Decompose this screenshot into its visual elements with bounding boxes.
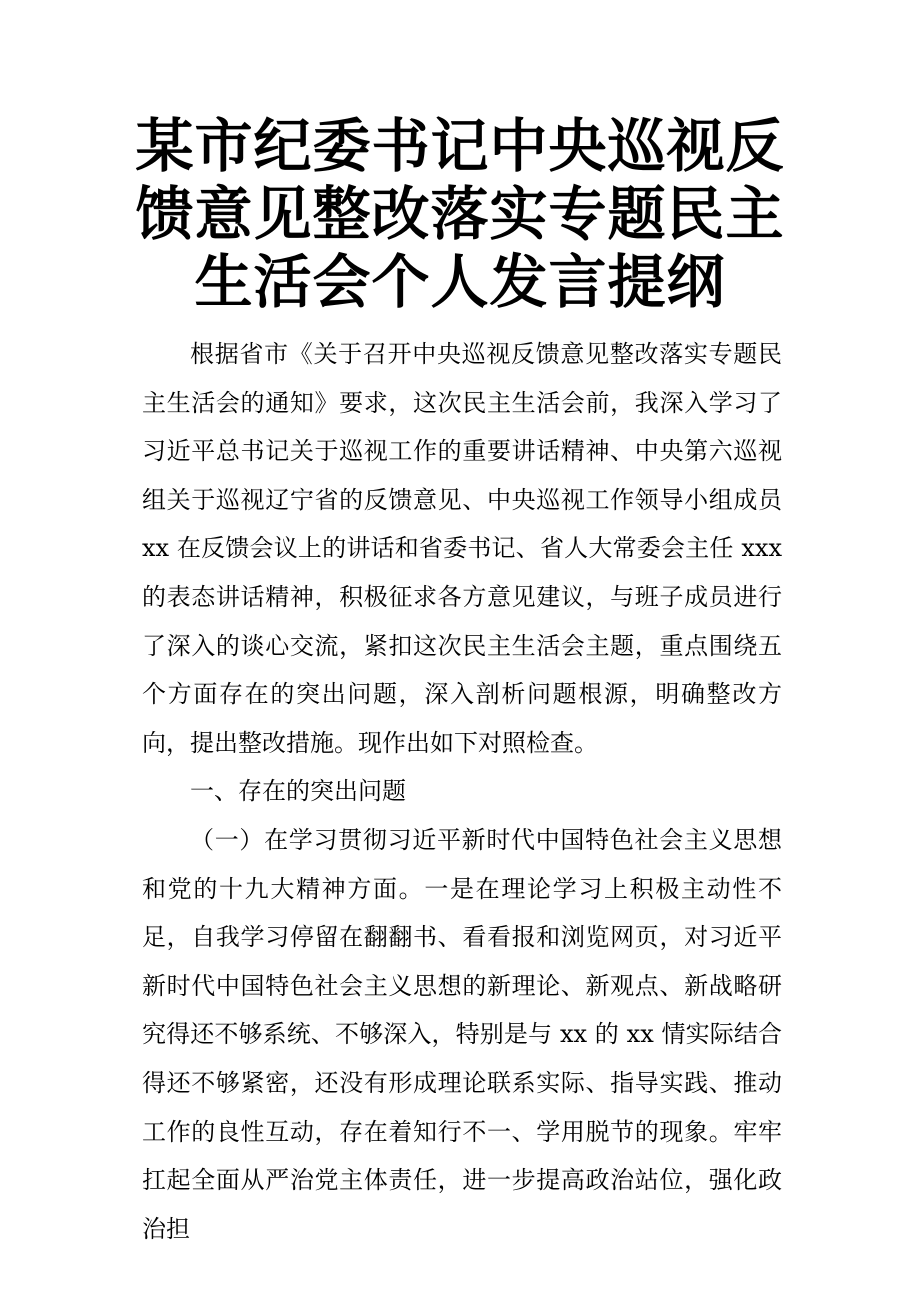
- intro-paragraph: 根据省市《关于召开中央巡视反馈意见整改落实专题民主生活会的通知》要求，这次民主生活会前，我深入学习了习近平总书记关于巡视工作的重要讲话精神、中央第六巡视组关于巡视辽宁省的反馈意见、中央巡视工作领导小组成员 xx 在反馈会议上的讲话和省委书记、省人大常委会主任 xxx 的表态讲话精神，积极征求各方意见建议，与班子成员进行了深入的谈心交流，紧扣这次民主生活会主题，重点围绕五个方面存在的突出问题，深入剖析问题根源，明确整改方向，提出整改措施。现作出如下对照检查。: [142, 340, 782, 757]
- section-heading: 一、存在的突出问题: [190, 777, 406, 806]
- document-title: 某市纪委书记中央巡视反馈意见整改落实专题民主生活会个人发言提纲: [135, 112, 785, 316]
- document-body: [142, 330, 782, 1253]
- section-paragraph: （一）在学习贯彻习近平新时代中国特色社会主义思想和党的十九大精神方面。一是在理论学习上积极主动性不足，自我学习停留在翻翻书、看看报和浏览网页，对习近平新时代中国特色社会主义思想的新理论、新观点、新战略研究得还不够系统、不够深入，特别是与 xx 的 xx 情实际结合得还不够紧密，还没有形成理论联系实际、指导实践、推动工作的良性互动，存在着知行不一、学用脱节的现象。牢牢扛起全面从严治党主体责任，进一步提高政治站位，强化政治担: [142, 825, 782, 1243]
